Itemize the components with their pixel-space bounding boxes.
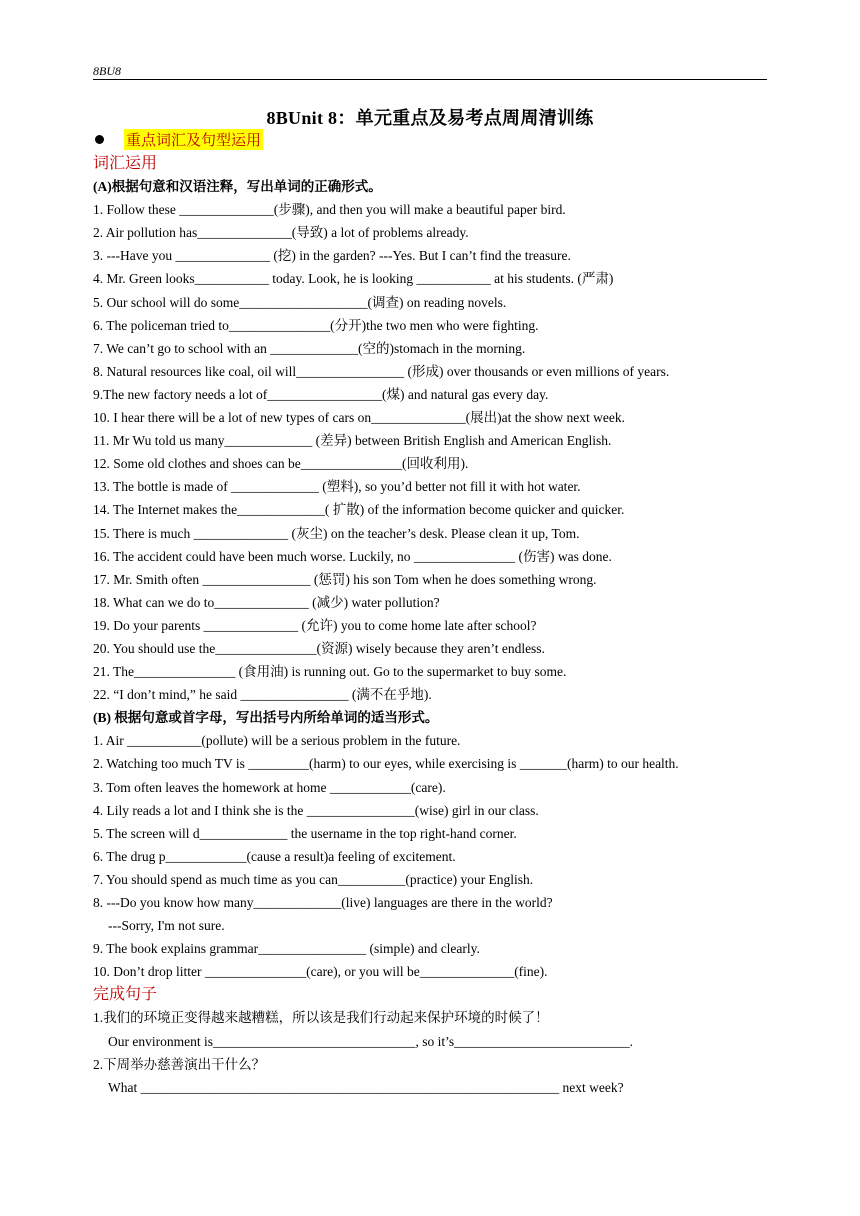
exercise-item-reply: ---Sorry, I'm not sure. [108,918,225,934]
exercise-item: 17. Mr. Smith often ________________ (惩罚) his son Tom when he does something wrong. [93,571,597,587]
exercise-item: 8. Natural resources like coal, oil will________________ (形成) over thousands or even millions of years. [93,363,670,379]
exercise-item: 20. You should use the_______________(资源) wisely because they aren’t endless. [93,640,545,656]
sentence-answer-line: Our environment is______________________________, so it’s__________________________. [108,1033,633,1049]
part-a-list [93,198,773,706]
exercise-item: 3. Tom often leaves the homework at home ____________(care). [93,779,446,795]
vocab-section-heading: 词汇运用 [93,155,158,172]
exercise-item: 18. What can we do to______________ (减少) water pollution? [93,594,440,610]
exercise-item: 3. ---Have you ______________ (挖) in the garden? ---Yes. But I can’t find the treasure. [93,248,571,264]
exercise-item: 13. The bottle is made of _____________ (塑料), so you’d better not fill it with hot water. [93,479,581,495]
sentence-prompt: 1.我们的环境正变得越来越糟糕，所以该是我们行动起来保护环境的时候了！ [93,1010,549,1026]
exercise-item: 7. You should spend as much time as you can__________(practice) your English. [93,871,534,887]
exercise-item: 2. Watching too much TV is _________(harm) to our eyes, while exercising is _______(harm) to our health. [93,756,679,772]
exercise-item: 6. The policeman tried to_______________(分开)the two men who were fighting. [93,317,539,333]
exercise-item: 11. Mr Wu told us many_____________ (差异) between British English and American English. [93,433,612,449]
exercise-item: 10. I hear there will be a lot of new types of cars on______________(展出)at the show next week. [93,410,625,426]
bullet-icon [95,135,104,144]
sentence-answer-line: What ______________________________________________________________ next week? [108,1079,624,1095]
exercise-item: 22. “I don’t mind,” he said ________________ (满不在乎地). [93,687,432,703]
exercise-item: 1. Air ___________(pollute) will be a serious problem in the future. [93,733,461,749]
page-title: 8BUnit 8：单元重点及易考点周周清训练 [266,108,594,128]
sentences-section-heading: 完成句子 [93,986,158,1004]
part-b-list [93,729,773,983]
exercise-content [93,152,773,1099]
exercise-item: 6. The drug p____________(cause a result)a feeling of excitement. [93,848,456,864]
exercise-item: 21. The_______________ (食用油) is running out. Go to the supermarket to buy some. [93,664,567,680]
part-b-heading: (B) 根据句意或首字母，写出括号内所给单词的适当形式。 [93,710,439,726]
exercise-item: 10. Don’t drop litter _______________(care), or you will be______________(fine). [93,964,548,980]
exercise-item: 2. Air pollution has______________(导致) a lot of problems already. [93,225,469,241]
exercise-item: 4. Lily reads a lot and I think she is the ________________(wise) girl in our class. [93,802,539,818]
exercise-item: 4. Mr. Green looks___________ today. Look, he is looking ___________ at his students. (严肃) [93,271,614,287]
exercise-item: 8. ---Do you know how many_____________(live) languages are there in the world? [93,895,553,910]
part-a-heading: (A)根据句意和汉语注释，写出单词的正确形式。 [93,179,382,195]
exercise-item: 15. There is much ______________ (灰尘) on the teacher’s desk. Please clean it up, Tom. [93,525,580,541]
exercise-item: 9.The new factory needs a lot of_________________(煤) and natural gas every day. [93,386,549,402]
header-code: 8BU8 [93,64,121,78]
exercise-item: 14. The Internet makes the_____________( 扩散) of the information become quicker and quicker. [93,502,625,518]
bullet-heading-row [93,129,263,150]
exercise-item: 5. The screen will d_____________ the username in the top right-hand corner. [93,825,517,841]
exercise-item: 7. We can’t go to school with an _____________(空的)stomach in the morning. [93,340,526,356]
exercise-item: 9. The book explains grammar________________ (simple) and clearly. [93,941,480,957]
exercise-item: 12. Some old clothes and shoes can be_______________(回收利用). [93,456,469,472]
header-divider [93,79,767,80]
exercise-item: 5. Our school will do some___________________(调查) on reading novels. [93,294,507,310]
sentences-list [93,1006,773,1098]
highlighted-heading: 重点词汇及句型运用 [124,129,263,150]
exercise-item: 19. Do your parents ______________ (允许) you to come home late after school? [93,617,537,633]
sentence-prompt: 2.下周举办慈善演出干什么？ [93,1056,266,1072]
exercise-item: 1. Follow these ______________(步骤), and then you will make a beautiful paper bird. [93,202,566,218]
exercise-item: 16. The accident could have been much worse. Luckily, no _______________ (伤害) was done. [93,548,612,564]
